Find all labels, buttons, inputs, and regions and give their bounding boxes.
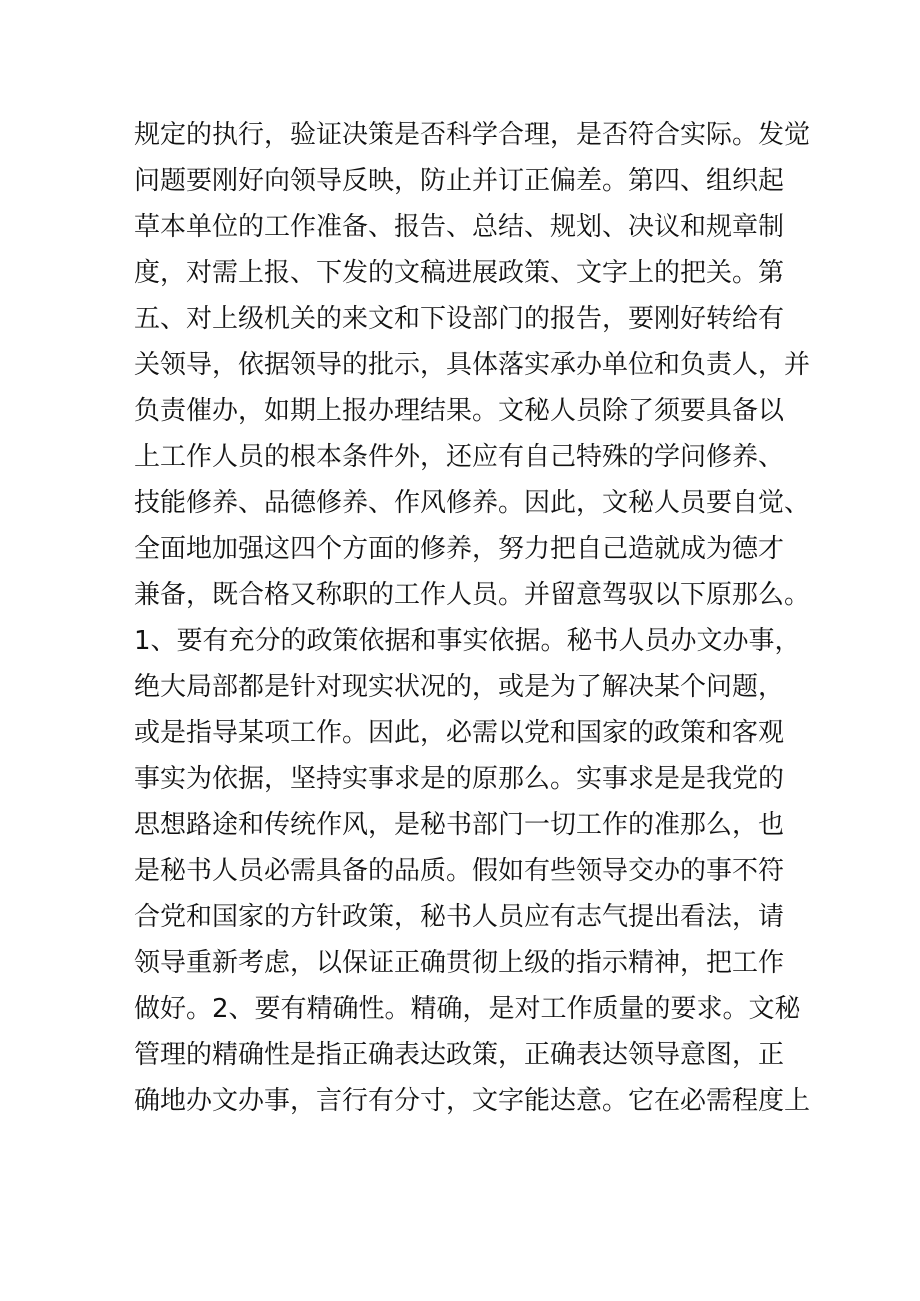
text-line: 关领导，依据领导的批示，具体落实承办单位和负责人，并 bbox=[134, 350, 811, 380]
text-line: 规定的执行，验证决策是否科学合理，是否符合实际。发觉 bbox=[134, 120, 811, 150]
text-line: 技能修养、品德修养、作风修养。因此，文秘人员要自觉、 bbox=[134, 488, 811, 518]
text-line: 或是指导某项工作。因此，必需以党和国家的政策和客观 bbox=[134, 718, 785, 748]
text-line: 绝大局部都是针对现实状况的，或是为了解决某个问题， bbox=[134, 672, 785, 702]
text-line: 是秘书人员必需具备的品质。假如有些领导交办的事不符 bbox=[134, 856, 785, 886]
text-line: 兼备，既合格又称职的工作人员。并留意驾驭以下原那么。 bbox=[134, 580, 811, 610]
text-line: 问题要刚好向领导反映，防止并订正偏差。第四、组织起 bbox=[134, 166, 785, 196]
text-line: 事实为依据，坚持实事求是的原那么。实事求是是我党的 bbox=[134, 764, 785, 794]
text-line: 度，对需上报、下发的文稿进展政策、文字上的把关。第 bbox=[134, 258, 785, 288]
text-line: 确地办文办事，言行有分寸，文字能达意。它在必需程度上 bbox=[134, 1086, 811, 1116]
text-line: 负责催办，如期上报办理结果。文秘人员除了须要具备以 bbox=[134, 396, 785, 426]
text-line: 上工作人员的根本条件外，还应有自己特殊的学问修养、 bbox=[134, 442, 785, 472]
text-line: 1、要有充分的政策依据和事实依据。秘书人员办文办事， bbox=[134, 626, 801, 656]
text-line: 管理的精确性是指正确表达政策，正确表达领导意图，正 bbox=[134, 1040, 785, 1070]
text-line: 合党和国家的方针政策，秘书人员应有志气提出看法，请 bbox=[134, 902, 785, 932]
text-line: 五、对上级机关的来文和下设部门的报告，要刚好转给有 bbox=[134, 304, 785, 334]
text-line: 做好。2、要有精确性。精确，是对工作质量的要求。文秘 bbox=[134, 994, 801, 1024]
body-text bbox=[134, 112, 814, 1124]
text-line: 全面地加强这四个方面的修养，努力把自己造就成为德才 bbox=[134, 534, 785, 564]
text-line: 思想路途和传统作风，是秘书部门一切工作的准那么，也 bbox=[134, 810, 785, 840]
text-line: 草本单位的工作准备、报告、总结、规划、决议和规章制 bbox=[134, 212, 785, 242]
text-line: 领导重新考虑，以保证正确贯彻上级的指示精神，把工作 bbox=[134, 948, 785, 978]
